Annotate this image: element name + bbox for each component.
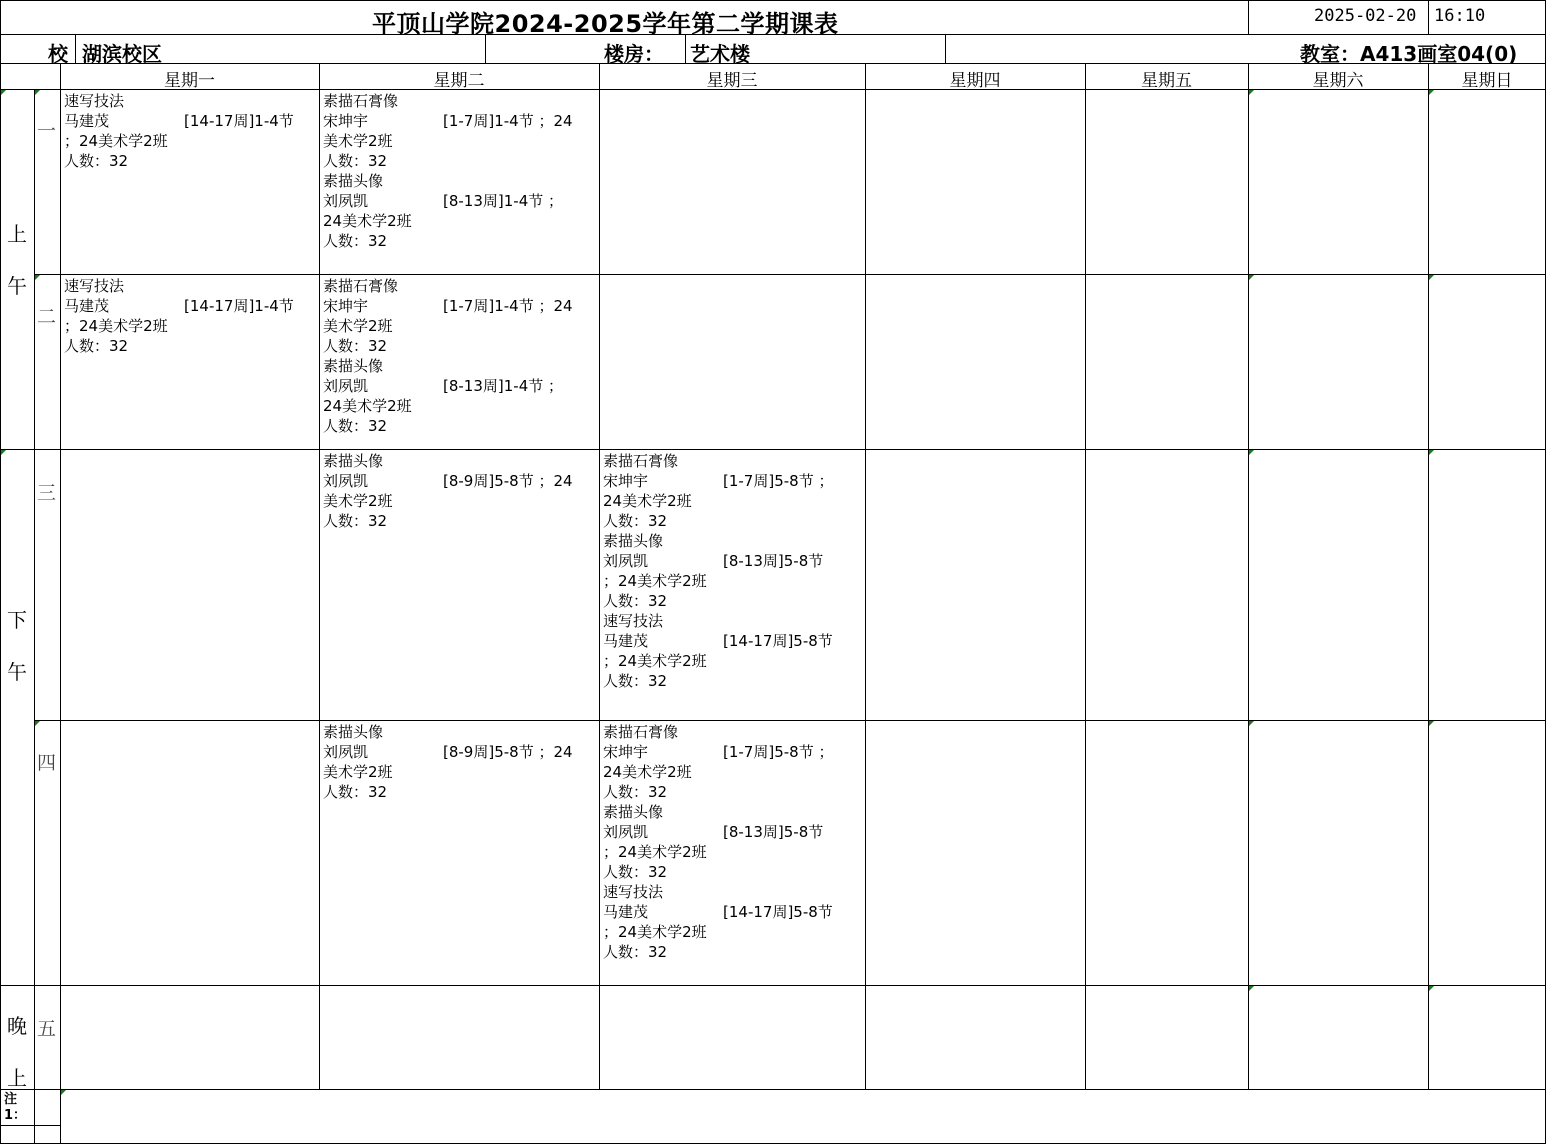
course-line: 人数：32	[323, 783, 388, 801]
day-header-mon: 星期一	[164, 71, 215, 91]
course-line: 刘夙凯 [8-13周]5-8节	[603, 823, 824, 841]
course-line: 美术学2班	[323, 132, 393, 150]
course-cell[interactable]	[320, 722, 599, 984]
course-line: 马建茂 [14-17周]1-4节	[64, 297, 294, 315]
course-line: 宋坤宇 [1-7周]1-4节 ；24	[323, 112, 573, 130]
course-cell[interactable]	[61, 276, 319, 448]
course-line: 人数：32	[603, 863, 668, 881]
course-line: 速写技法	[64, 92, 125, 110]
note-label: 注1：	[4, 1092, 27, 1123]
period-4: 四	[37, 752, 57, 774]
print-date: 2025-02-20	[1314, 6, 1417, 26]
course-line: 24美术学2班	[323, 397, 412, 415]
course-cell[interactable]	[320, 451, 599, 719]
course-line: 美术学2班	[323, 317, 393, 335]
section-afternoon-2: 午	[7, 660, 27, 684]
course-line: 素描头像	[323, 723, 384, 741]
course-cell[interactable]	[320, 276, 599, 448]
course-line: 人数：32	[64, 337, 129, 355]
course-line: 素描石膏像	[323, 277, 399, 295]
day-header-sun: 星期日	[1461, 71, 1513, 91]
course-line: 素描石膏像	[603, 452, 679, 470]
period-3: 三	[37, 482, 57, 504]
print-time: 16:10	[1434, 6, 1486, 26]
course-line: 素描头像	[323, 172, 384, 190]
course-line: 刘夙凯 [8-9周]5-8节 ；24	[323, 472, 573, 490]
section-morning-1: 上	[7, 222, 27, 246]
course-line: 速写技法	[603, 612, 664, 630]
section-morning-2: 午	[7, 274, 27, 298]
course-line: 美术学2班	[323, 492, 393, 510]
day-header-fri: 星期五	[1141, 71, 1192, 91]
course-line: 素描石膏像	[323, 92, 399, 110]
course-line: 马建茂 [14-17周]5-8节	[603, 903, 833, 921]
course-line: 24美术学2班	[323, 212, 412, 230]
course-line: 宋坤宇 [1-7周]5-8节 ；	[603, 472, 834, 490]
course-line: 人数：32	[603, 943, 668, 961]
course-line: 宋坤宇 [1-7周]1-4节 ；24	[323, 297, 573, 315]
course-line: ；24美术学2班	[64, 132, 168, 150]
course-line: 24美术学2班	[603, 492, 692, 510]
course-line: 人数：32	[323, 417, 388, 435]
course-line: ；24美术学2班	[603, 843, 707, 861]
course-line: ；24美术学2班	[603, 572, 707, 590]
day-header-thu: 星期四	[949, 71, 1001, 91]
course-line: 人数：32	[323, 152, 388, 170]
day-header-wed: 星期三	[706, 71, 758, 91]
course-line: 马建茂 [14-17周]5-8节	[603, 632, 833, 650]
course-cell[interactable]	[600, 722, 865, 984]
course-line: 速写技法	[603, 883, 664, 901]
period-1: 一	[37, 120, 57, 142]
period-2: 二	[37, 306, 57, 328]
course-line: 刘夙凯 [8-9周]5-8节 ；24	[323, 743, 573, 761]
course-line: 24美术学2班	[603, 763, 692, 781]
course-line: 美术学2班	[323, 763, 393, 781]
course-line: 素描头像	[323, 357, 384, 375]
period-5: 五	[37, 1018, 57, 1040]
page-title: 平顶山学院2024-2025学年第二学期课表	[372, 10, 839, 38]
course-line: 素描石膏像	[603, 723, 679, 741]
room-info: 教室：A413画室04(0)	[1300, 42, 1518, 66]
section-afternoon-1: 下	[7, 608, 27, 632]
section-evening-2: 上	[7, 1066, 27, 1090]
course-line: 人数：32	[323, 512, 388, 530]
course-line: 刘夙凯 [8-13周]1-4节 ；	[323, 377, 564, 395]
course-line: 刘夙凯 [8-13周]5-8节	[603, 552, 824, 570]
campus-label: 校	[48, 42, 68, 66]
section-evening-1: 晚	[7, 1014, 27, 1038]
course-line: 人数：32	[603, 592, 668, 610]
course-line: 素描头像	[603, 532, 664, 550]
course-line: 宋坤宇 [1-7周]5-8节 ；	[603, 743, 834, 761]
course-line: 马建茂 [14-17周]1-4节	[64, 112, 294, 130]
course-line: 人数：32	[323, 232, 388, 250]
campus-value: 湖滨校区	[82, 42, 162, 66]
course-line: 刘夙凯 [8-13周]1-4节 ；	[323, 192, 564, 210]
course-cell[interactable]	[320, 91, 599, 273]
building-label: 楼房：	[604, 42, 664, 66]
course-line: 素描头像	[603, 803, 664, 821]
course-line: 人数：32	[603, 672, 668, 690]
course-cell[interactable]	[600, 451, 865, 719]
course-line: ；24美术学2班	[64, 317, 168, 335]
course-line: 人数：32	[603, 783, 668, 801]
day-header-tue: 星期二	[433, 71, 485, 91]
course-line: 速写技法	[64, 277, 125, 295]
course-line: 素描头像	[323, 452, 384, 470]
course-line: ；24美术学2班	[603, 923, 707, 941]
course-line: 人数：32	[64, 152, 129, 170]
course-line: 人数：32	[323, 337, 388, 355]
course-line: ；24美术学2班	[603, 652, 707, 670]
course-line: 人数：32	[603, 512, 668, 530]
day-header-sat: 星期六	[1312, 71, 1364, 91]
building-value: 艺术楼	[690, 42, 750, 66]
course-cell[interactable]	[61, 91, 319, 273]
